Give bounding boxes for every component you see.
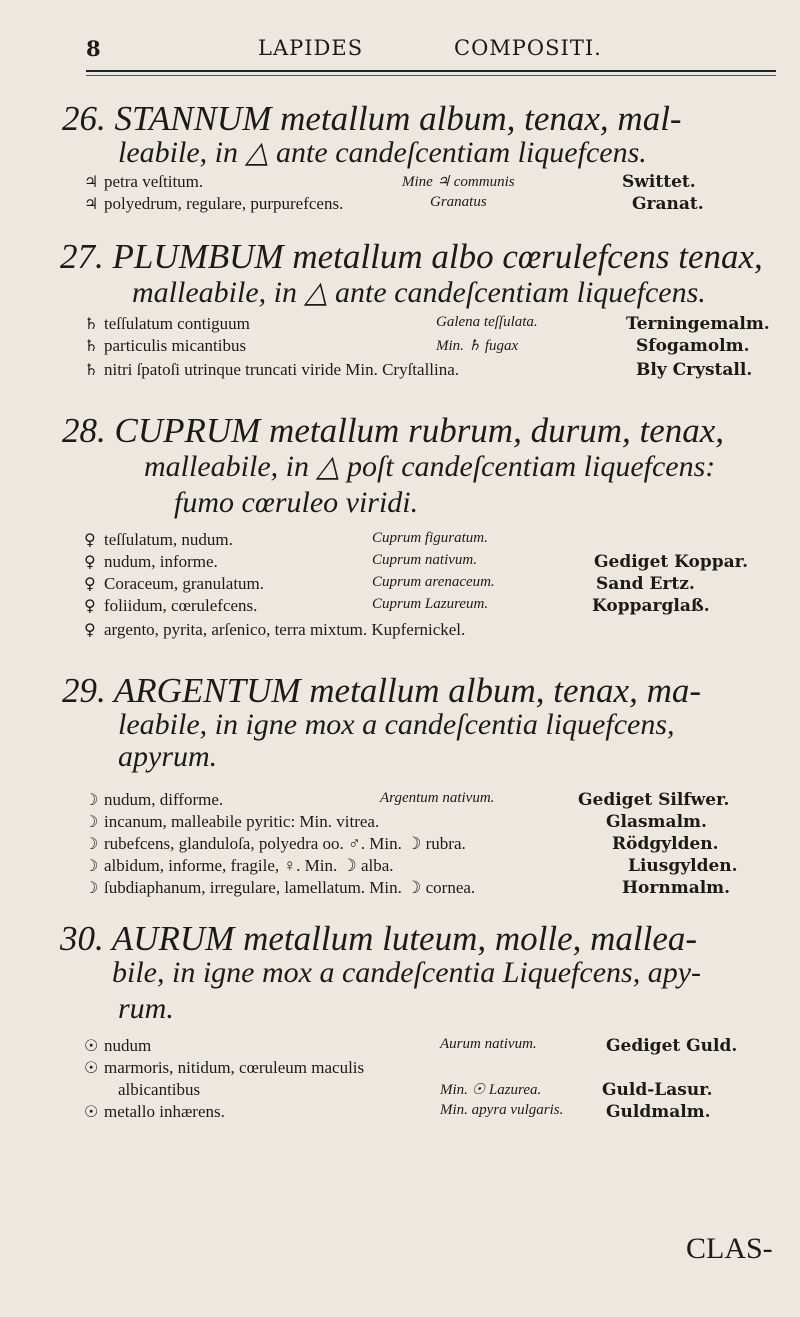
entry-28-row bbox=[0, 620, 800, 642]
tin-symbol-icon: ♃ bbox=[84, 194, 99, 213]
lead-symbol-icon: ♄ bbox=[84, 360, 99, 379]
row-latin-name: Argentum nativum. bbox=[380, 790, 495, 806]
gold-sun-symbol-icon: ☉ bbox=[84, 1058, 99, 1077]
lead-symbol-icon: ♄ bbox=[84, 336, 99, 355]
row-description: foliidum, cœrulefcens. bbox=[104, 596, 258, 615]
row-vernacular-name: Gediget Silfwer. bbox=[578, 790, 730, 810]
row-latin-name: Galena teſſulata. bbox=[436, 314, 538, 330]
row-description: metallo inhærens. bbox=[104, 1102, 225, 1121]
entry-29-heading-line-3: apyrum. bbox=[118, 740, 218, 773]
row-latin-name: Cuprum nativum. bbox=[372, 552, 477, 568]
entry-27-row bbox=[0, 314, 800, 336]
entry-26-row bbox=[0, 172, 800, 194]
row-latin-name: Min. ♄ fugax bbox=[436, 338, 519, 354]
entry-26-heading-line-1: 26. STANNUM metallum album, tenax, mal- bbox=[62, 99, 682, 138]
entry-28-row bbox=[0, 596, 800, 618]
copper-symbol-icon: ♀ bbox=[84, 596, 96, 615]
row-description: rubefcens, glanduloſa, polyedra oo. ♂. Min. ☽ rubra. bbox=[104, 834, 466, 853]
gold-sun-symbol-icon: ☉ bbox=[84, 1036, 99, 1055]
header-left-title: LAPIDES bbox=[258, 36, 364, 60]
row-latin-name: Cuprum figuratum. bbox=[372, 530, 488, 546]
entry-29-row bbox=[0, 834, 800, 856]
row-vernacular-name: Guldmalm. bbox=[606, 1102, 711, 1122]
entry-28-row bbox=[0, 552, 800, 574]
row-description: ſubdiaphanum, irregulare, lamellatum. Min. ☽ cornea. bbox=[104, 878, 476, 897]
row-latin-name: Cuprum Lazureum. bbox=[372, 596, 489, 612]
entry-29-row bbox=[0, 878, 800, 900]
entry-26-row bbox=[0, 194, 800, 216]
row-vernacular-name: Sand Ertz. bbox=[596, 574, 695, 594]
entry-30-row bbox=[0, 1102, 800, 1124]
row-vernacular-name: Sfogamolm. bbox=[636, 336, 750, 356]
row-description: teſſulatum, nudum. bbox=[104, 530, 233, 549]
row-vernacular-name: Bly Crystall. bbox=[636, 360, 753, 380]
row-description: nudum bbox=[104, 1036, 152, 1055]
copper-symbol-icon: ♀ bbox=[84, 620, 96, 639]
entry-30-heading-line-2: bile, in igne mox a candeſcentia Liquefcens, apy- bbox=[112, 956, 701, 989]
row-vernacular-name: Swittet. bbox=[622, 172, 696, 192]
entry-30-row bbox=[0, 1036, 800, 1058]
row-vernacular-name: Hornmalm. bbox=[622, 878, 731, 898]
row-vernacular-name: Granat. bbox=[632, 194, 704, 214]
row-description: albicantibus bbox=[118, 1080, 201, 1099]
lead-symbol-icon: ♄ bbox=[84, 314, 99, 333]
silver-moon-symbol-icon: ☽ bbox=[84, 790, 99, 809]
row-description: argento, pyrita, arſenico, terra mixtum. Kupfernickel. bbox=[104, 620, 466, 639]
silver-moon-symbol-icon: ☽ bbox=[84, 878, 99, 897]
page-number: 8 bbox=[86, 36, 101, 61]
entry-28-heading-line-2: malleabile, in △ poſt candeſcentiam liquefcens: bbox=[144, 450, 716, 483]
row-description: polyedrum, regulare, purpurefcens. bbox=[104, 194, 344, 213]
row-vernacular-name: Terningemalm. bbox=[626, 314, 770, 334]
entry-29-heading-line-1: 29. ARGENTUM metallum album, tenax, ma- bbox=[62, 671, 702, 710]
copper-symbol-icon: ♀ bbox=[84, 574, 96, 593]
entry-30-row bbox=[0, 1080, 800, 1102]
row-vernacular-name: Glasmalm. bbox=[606, 812, 707, 832]
row-vernacular-name: Kopparglaß. bbox=[592, 596, 710, 616]
entry-26-heading-line-2: leabile, in △ ante candeſcentiam liquefcens. bbox=[118, 136, 647, 169]
row-description: teſſulatum contiguum bbox=[104, 314, 250, 333]
silver-moon-symbol-icon: ☽ bbox=[84, 812, 99, 831]
copper-symbol-icon: ♀ bbox=[84, 552, 96, 571]
entry-27-row bbox=[0, 336, 800, 358]
row-description: particulis micantibus bbox=[104, 336, 247, 355]
row-description: Coraceum, granulatum. bbox=[104, 574, 265, 593]
entry-28-row bbox=[0, 530, 800, 552]
entry-27-heading-line-1: 27. PLUMBUM metallum albo cœrulefcens tenax, bbox=[60, 237, 763, 276]
row-latin-name: Cuprum arenaceum. bbox=[372, 574, 495, 590]
row-description: nudum, informe. bbox=[104, 552, 218, 571]
row-description: marmoris, nitidum, cœruleum maculis bbox=[104, 1058, 365, 1077]
catchword: CLAS- bbox=[686, 1232, 773, 1265]
row-description: incanum, malleabile pyritic: Min. vitrea. bbox=[104, 812, 380, 831]
entry-30-row bbox=[0, 1058, 800, 1080]
row-latin-name: Min. ☉ Lazurea. bbox=[440, 1082, 542, 1098]
entry-30-heading-line-3: rum. bbox=[118, 992, 174, 1025]
header-rule-thin bbox=[86, 75, 776, 76]
row-latin-name: Granatus bbox=[430, 194, 487, 210]
row-description: nudum, difforme. bbox=[104, 790, 224, 809]
entry-29-row bbox=[0, 856, 800, 878]
row-vernacular-name: Gediget Guld. bbox=[606, 1036, 738, 1056]
row-description: nitri ſpatoſi utrinque truncati viride Min. Cryſtallina. bbox=[104, 360, 460, 379]
tin-symbol-icon: ♃ bbox=[84, 172, 99, 191]
gold-sun-symbol-icon: ☉ bbox=[84, 1102, 99, 1121]
row-vernacular-name: Gediget Koppar. bbox=[594, 552, 748, 572]
row-vernacular-name: Rödgylden. bbox=[612, 834, 719, 854]
row-description: petra veſtitum. bbox=[104, 172, 204, 191]
entry-28-heading-line-3: fumo cœruleo viridi. bbox=[174, 486, 419, 519]
header-rule bbox=[86, 70, 776, 72]
row-latin-name: Mine ♃ communis bbox=[402, 174, 515, 190]
row-vernacular-name: Liusgylden. bbox=[628, 856, 738, 876]
row-vernacular-name: Guld-Lasur. bbox=[602, 1080, 713, 1100]
row-latin-name: Min. apyra vulgaris. bbox=[440, 1102, 564, 1118]
entry-28-row bbox=[0, 574, 800, 596]
silver-moon-symbol-icon: ☽ bbox=[84, 856, 99, 875]
entry-29-row bbox=[0, 812, 800, 834]
entry-29-heading-line-2: leabile, in igne mox a candeſcentia liquefcens, bbox=[118, 708, 675, 741]
copper-symbol-icon: ♀ bbox=[84, 530, 96, 549]
row-latin-name: Aurum nativum. bbox=[440, 1036, 537, 1052]
entry-30-heading-line-1: 30. AURUM metallum luteum, molle, mallea- bbox=[60, 919, 698, 958]
entry-27-heading-line-2: malleabile, in △ ante candeſcentiam liquefcens. bbox=[132, 276, 706, 309]
entry-28-heading-line-1: 28. CUPRUM metallum rubrum, durum, tenax, bbox=[62, 411, 725, 450]
row-description: albidum, informe, fragile, ♀. Min. ☽ alba. bbox=[104, 856, 394, 875]
entry-27-row bbox=[0, 360, 800, 382]
silver-moon-symbol-icon: ☽ bbox=[84, 834, 99, 853]
header-right-title: COMPOSITI. bbox=[454, 36, 602, 60]
entry-29-row bbox=[0, 790, 800, 812]
